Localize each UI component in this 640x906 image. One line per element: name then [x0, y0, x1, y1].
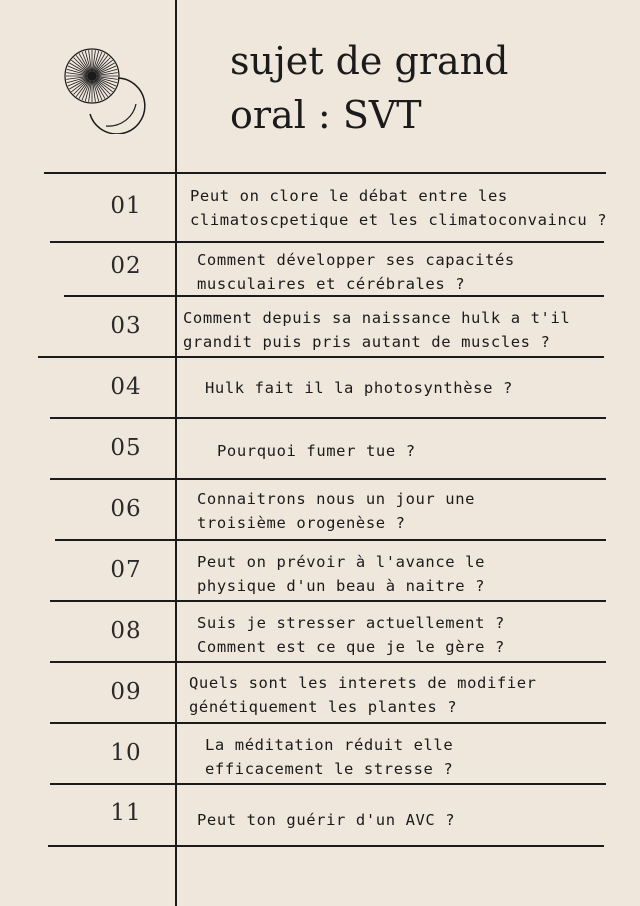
row-divider — [55, 539, 606, 541]
topic-question: La méditation réduit elle efficacement le stresse ? — [205, 736, 454, 778]
page-title — [230, 34, 610, 142]
topic-number: 03 — [110, 313, 142, 339]
row-divider — [50, 783, 606, 785]
topic-question: Suis je stresser actuellement ? Comment est ce que je le gère ? — [197, 614, 505, 656]
topic-number: 07 — [110, 557, 142, 583]
topic-number: 01 — [110, 193, 142, 219]
topic-question: Comment depuis sa naissance hulk a t'il grandit puis pris autant de muscles ? — [183, 309, 571, 351]
topic-number: 05 — [110, 435, 142, 461]
topic-question: Pourquoi fumer tue ? — [217, 442, 416, 460]
topic-question: Peut ton guérir d'un AVC ? — [197, 811, 456, 829]
topic-question: Hulk fait il la photosynthèse ? — [205, 379, 513, 397]
topic-question: Peut on clore le débat entre les climatoscpetique et les climatoconvaincu ? — [190, 187, 608, 229]
topic-number: 09 — [110, 679, 142, 705]
title-line-2: oral : SVT — [230, 93, 422, 137]
row-divider — [50, 478, 606, 480]
topic-question: Connaitrons nous un jour une troisième orogenèse ? — [197, 490, 476, 532]
topic-question: Peut on prévoir à l'avance le physique d'un beau à naitre ? — [197, 553, 486, 595]
topic-number: 11 — [110, 800, 142, 826]
row-divider — [48, 845, 604, 847]
row-divider — [50, 600, 606, 602]
topic-number: 10 — [110, 740, 142, 766]
row-divider — [50, 417, 606, 419]
topic-number: 06 — [110, 496, 142, 522]
sun-circle-logo — [60, 44, 146, 134]
topic-question: Quels sont les interets de modifier génétiquement les plantes ? — [189, 674, 537, 716]
row-divider — [50, 661, 606, 663]
row-divider — [44, 172, 606, 174]
topic-number: 02 — [110, 253, 142, 279]
topic-question: Comment développer ses capacités musculaires et cérébrales ? — [197, 251, 515, 293]
vertical-divider — [175, 0, 177, 906]
topic-number: 04 — [110, 374, 142, 400]
row-divider — [38, 356, 604, 358]
topic-number: 08 — [110, 618, 142, 644]
row-divider — [50, 722, 606, 724]
row-divider — [50, 241, 604, 243]
title-line-1: sujet de grand — [230, 39, 509, 83]
